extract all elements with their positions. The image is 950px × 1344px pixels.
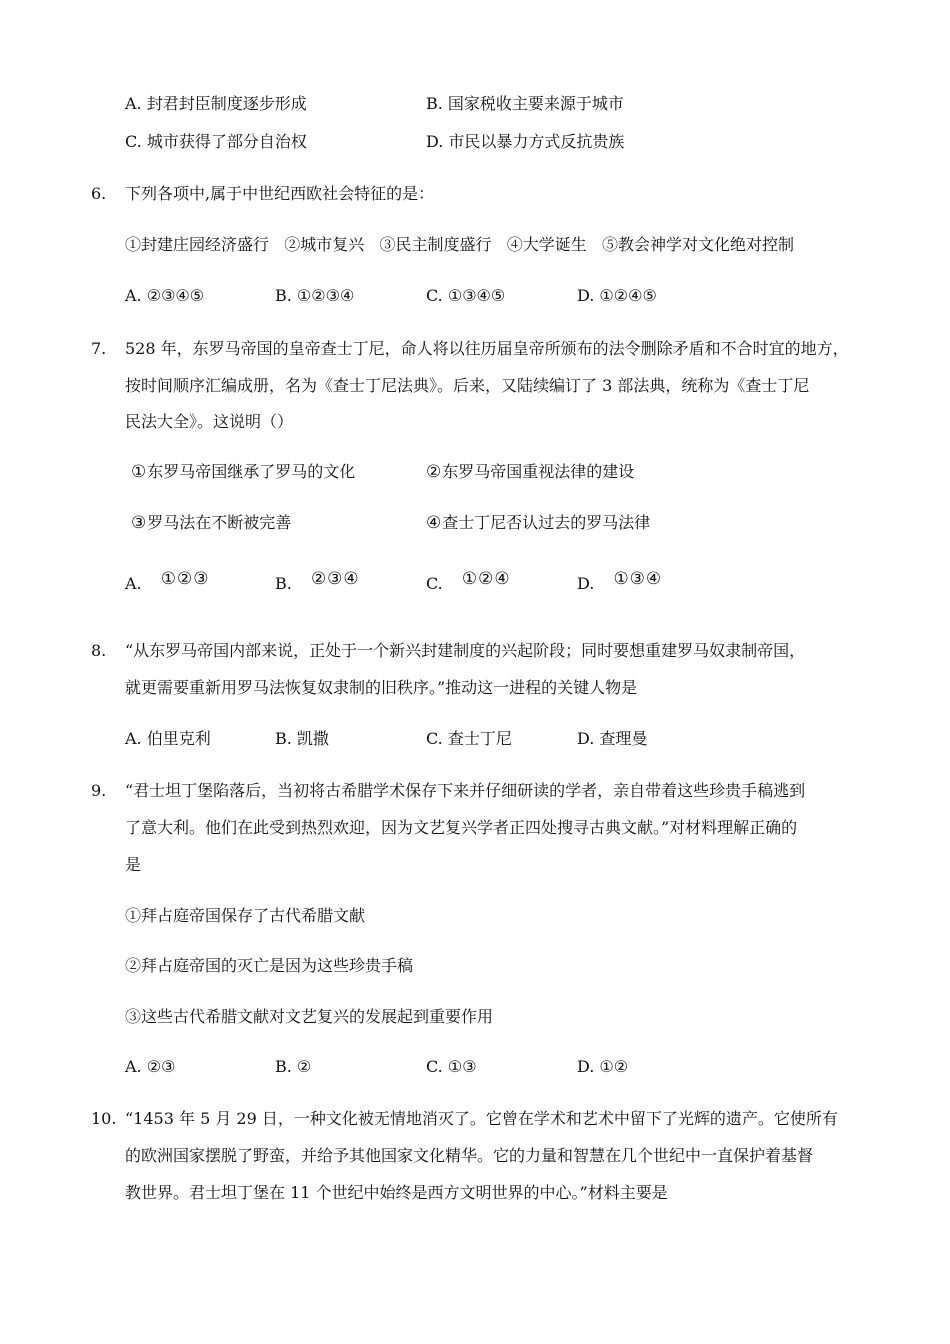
q7-stem-line-1: 528 年，东罗马帝国的皇帝查士丁尼，命人将以往历届皇帝所颁布的法令删除矛盾和不合时宜的地方， [125,339,849,358]
q7-option-c-label: C. [426,574,443,593]
q9-item-2: ②拜占庭帝国的灭亡是因为这些珍贵手稿 [125,956,414,975]
q9-option-d: D. ①② [577,1057,629,1076]
q7-item-4 [426,513,650,533]
q6-number: 6. [91,184,107,203]
q10-stem-line-1: “1453 年 5 月 29 日，一种文化被无情地消灭了。它曾在学术和艺术中留下了光辉的遗产。它使所有 [125,1109,838,1128]
q8-stem-line-1: “从东罗马帝国内部来说，正处于一个新兴封建制度的兴起阶段；同时要想重建罗马奴隶制帝国， [125,641,806,660]
q7-number: 7. [91,339,107,358]
q7-item-1-mark: ① [131,462,148,482]
q7-item-3-mark: ③ [131,513,148,533]
q7-item-1 [131,462,355,482]
q5-option-c: C. 城市获得了部分自治权 [125,132,307,151]
q6-stem: 下列各项中,属于中世纪西欧社会特征的是： [125,184,435,203]
q7-option-b [275,569,360,594]
q9-option-b: B. ② [275,1057,312,1076]
q9-item-1: ①拜占庭帝国保存了古代希腊文献 [125,906,366,925]
q8-stem-line-2: 就更需要重新用罗马法恢复奴隶制的旧秩序。”推动这一进程的关键人物是 [125,678,638,697]
q8-option-b: B. 凯撒 [275,729,329,748]
q6-items: ①封建庄园经济盛行 ②城市复兴 ③民主制度盛行 ④大学诞生 ⑤教会神学对文化绝对控制 [125,235,795,254]
q5-option-d: D. 市民以暴力方式反抗贵族 [426,132,625,151]
q9-number: 9. [91,781,107,800]
q9-stem-line-3: 是 [125,855,142,874]
q7-item-2-mark: ② [426,462,443,482]
q8-option-c: C. 查士丁尼 [426,729,512,748]
q8-option-d: D. 查理曼 [577,729,648,748]
q10-number: 10. [91,1109,117,1128]
q7-option-d-label: D. [577,574,595,593]
q7-option-c-marks: ①②④ [461,569,511,589]
q6-option-a: A. ②③④⑤ [125,286,205,305]
q8-number: 8. [91,641,107,660]
q6-option-b: B. ①②③④ [275,286,355,305]
q9-item-3: ③这些古代希腊文献对文艺复兴的发展起到重要作用 [125,1007,494,1026]
q7-option-a-label: A. [125,574,142,593]
q7-option-a [125,569,210,594]
q5-option-a: A. 封君封臣制度逐步形成 [125,94,307,113]
q8-option-a: A. 伯里克利 [125,729,211,748]
q7-option-a-marks: ①②③ [160,569,210,589]
q9-stem-line-1: “君士坦丁堡陷落后，当初将古希腊学术保存下来并仔细研读的学者，亲自带着这些珍贵手稿逃到 [125,781,806,800]
q10-stem-line-3: 教世界。君士坦丁堡在 11 个世纪中始终是西方文明世界的中心。”材料主要是 [125,1183,668,1202]
q6-option-d: D. ①②④⑤ [577,286,657,305]
q7-item-3-text: 罗马法在不断被完善 [147,513,292,532]
q9-stem-line-2: 了意大利。他们在此受到热烈欢迎，因为文艺复兴学者正四处搜寻古典文献。”对材料理解正确的 [125,818,798,837]
q7-item-4-text: 查士丁尼否认过去的罗马法律 [442,513,651,532]
q6-option-c: C. ①③④⑤ [426,286,506,305]
q7-item-4-mark: ④ [426,513,443,533]
q7-item-2-text: 东罗马帝国重视法律的建设 [442,462,635,481]
q7-item-3 [131,513,291,533]
q5-option-b: B. 国家税收主要来源于城市 [426,94,624,113]
q9-option-a: A. ②③ [125,1057,176,1076]
q7-option-b-marks: ②③④ [310,569,360,589]
q7-option-b-label: B. [275,574,292,593]
q7-stem-line-2: 按时间顺序汇编成册，名为《查士丁尼法典》。后来，又陆续编订了 3 部法典，统称为《查士丁尼 [125,376,810,395]
q7-option-d-marks: ①③④ [613,569,663,589]
q10-stem-line-2: 的欧洲国家摆脱了野蛮，并给予其他国家文化精华。它的力量和智慧在几个世纪中一直保护着基督 [125,1146,814,1165]
q7-stem-line-3: 民法大全》。这说明（） [125,412,294,431]
q7-option-d [577,569,663,594]
q7-item-2 [426,462,634,482]
q9-option-c: C. ①③ [426,1057,477,1076]
q7-item-1-text: 东罗马帝国继承了罗马的文化 [147,462,356,481]
q7-option-c [426,569,511,594]
